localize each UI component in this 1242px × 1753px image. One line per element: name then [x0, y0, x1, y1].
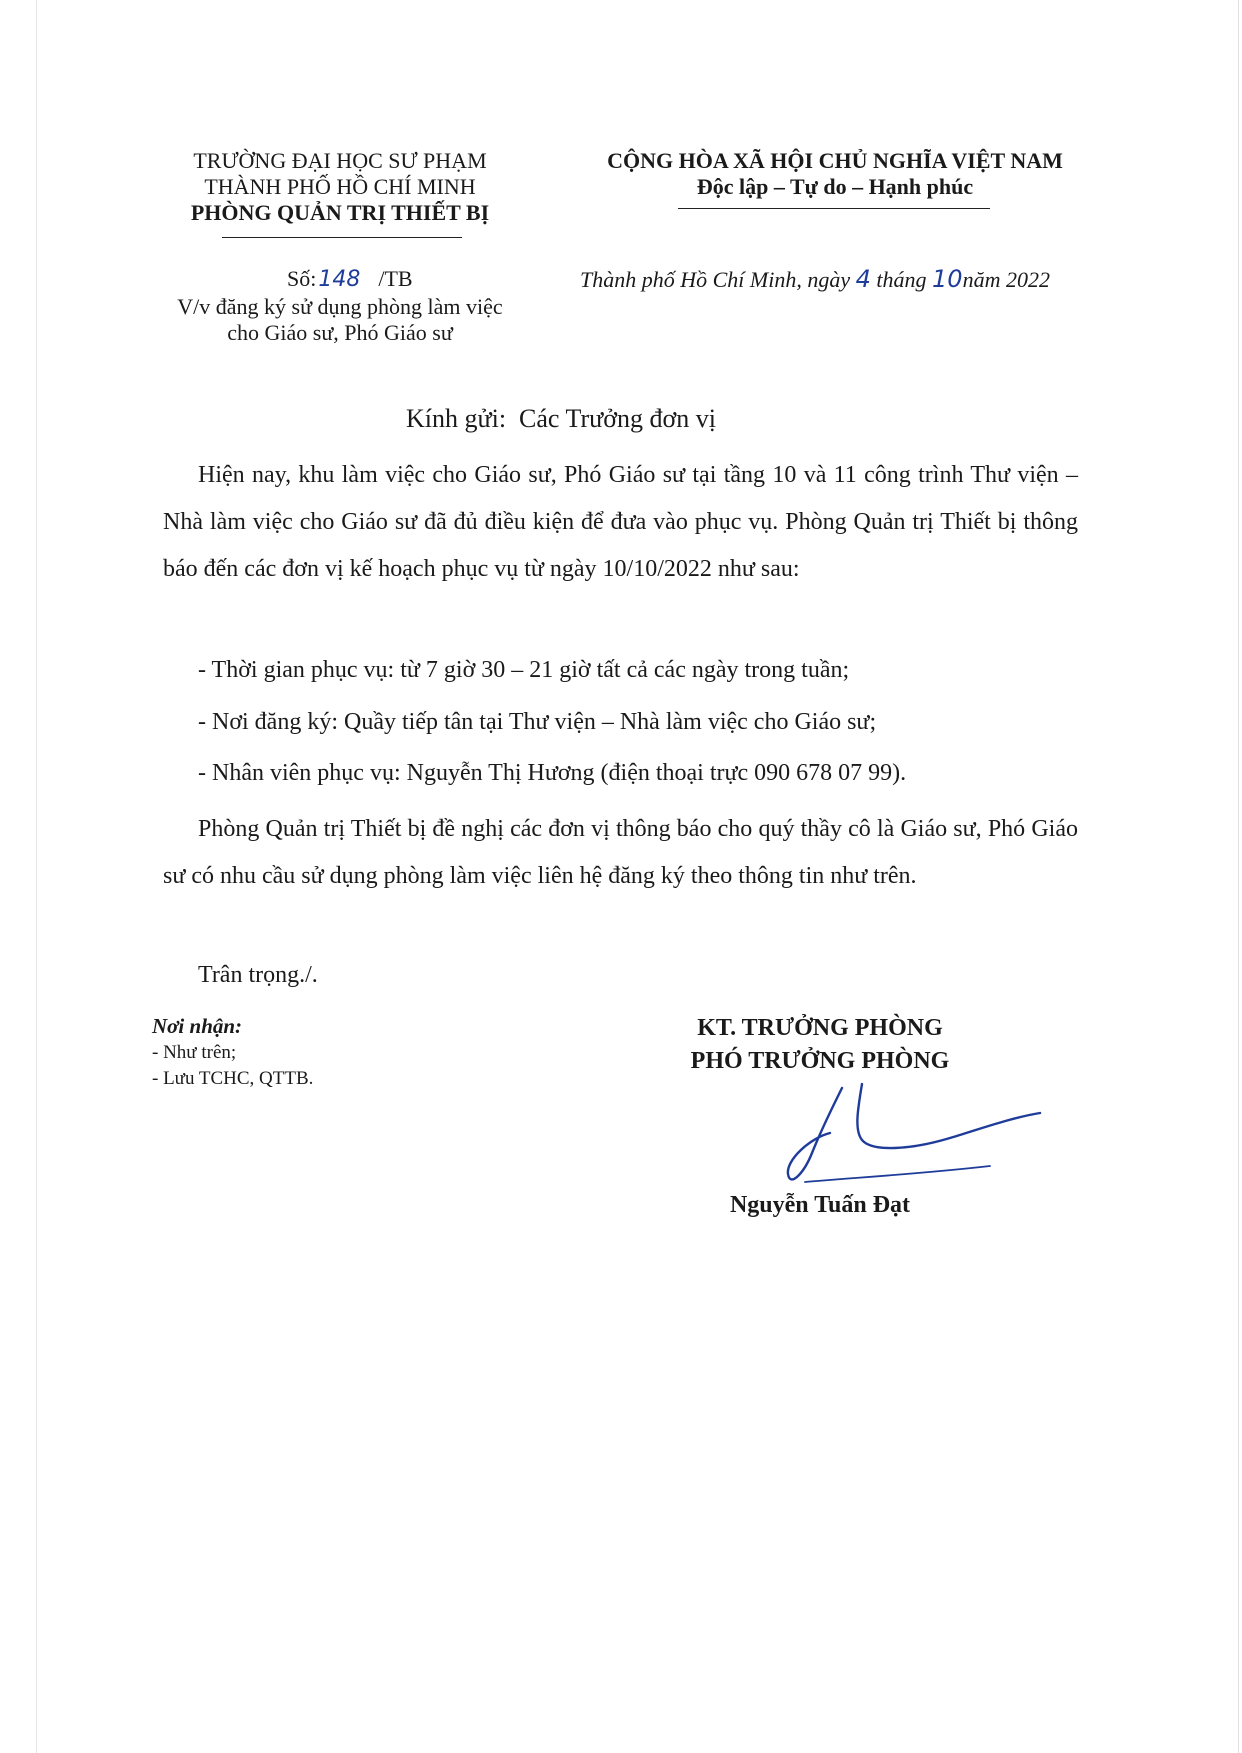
- subject-line2: cho Giáo sư, Phó Giáo sư: [227, 320, 453, 345]
- recipient-label: Kính gửi:: [406, 404, 507, 433]
- signature-title-line2: PHÓ TRƯỞNG PHÒNG: [690, 1048, 950, 1074]
- header-right: [565, 148, 1105, 200]
- doc-number-suffix: /TB: [378, 266, 413, 291]
- subject: [120, 294, 560, 346]
- recipient: [406, 404, 716, 434]
- school-name-line2: THÀNH PHỐ HỒ CHÍ MINH: [204, 174, 476, 199]
- staff-contact-item: - Nhân viên phục vụ: Nguyễn Thị Hương (điện thoại trực 090 678 07 99).: [198, 760, 907, 786]
- recipient-item-1: - Như trên;: [152, 1042, 237, 1063]
- handwritten-signature: [770, 1078, 1050, 1198]
- doc-number-prefix: Số:: [287, 266, 317, 291]
- recipient-value: Các Trưởng đơn vị: [519, 404, 716, 433]
- registration-place-item: - Nơi đăng ký: Quầy tiếp tân tại Thư viện – Nhà làm việc cho Giáo sư;: [198, 709, 877, 735]
- date-part1: Thành phố Hồ Chí Minh, ngày: [580, 267, 851, 292]
- department-name: PHÒNG QUẢN TRỊ THIẾT BỊ: [190, 200, 490, 225]
- date-line: [580, 266, 1050, 293]
- recipient-item-2: - Lưu TCHC, QTTB.: [152, 1068, 314, 1089]
- signature-title-line1: KT. TRƯỞNG PHÒNG: [697, 1015, 943, 1041]
- school-name-line1: TRƯỜNG ĐẠI HỌC SƯ PHẠM: [193, 148, 487, 173]
- header-left: [120, 148, 560, 226]
- date-day: 4: [855, 265, 871, 293]
- header-right-underline: [678, 208, 990, 209]
- signature-title: [640, 1012, 1000, 1078]
- date-part2: tháng: [876, 267, 927, 292]
- doc-number-handwritten: 148: [318, 267, 361, 292]
- nation-motto: Độc lập – Tự do – Hạnh phúc: [696, 174, 974, 199]
- recipients-title: Nơi nhận:: [152, 1014, 243, 1038]
- recipients-list: [152, 1012, 313, 1092]
- body-paragraph-1: Hiện nay, khu làm việc cho Giáo sư, Phó Giáo sư tại tầng 10 và 11 công trình Thư viện – Nhà làm việc cho Giáo sư đã đủ điều kiện để đưa vào phục vụ. Phòng Quản trị Thiết bị thông báo đến các đơn vị kế hoạch phục vụ từ ngày 10/10/2022 như sau:: [163, 462, 1078, 582]
- nation-title: CỘNG HÒA XÃ HỘI CHỦ NGHĨA VIỆT NAM: [607, 148, 1063, 173]
- page-edge-right: [1238, 0, 1239, 1753]
- date-month: 10: [932, 265, 963, 293]
- date-part3: năm 2022: [962, 267, 1050, 292]
- body-paragraph-2: Phòng Quản trị Thiết bị đề nghị các đơn vị thông báo cho quý thầy cô là Giáo sư, Phó Giáo sư có nhu cầu sử dụng phòng làm việc liên hệ đăng ký theo thông tin như trên.: [163, 816, 1078, 889]
- header-left-underline: [222, 237, 462, 238]
- page-edge-left: [36, 0, 37, 1753]
- signer-name: Nguyễn Tuấn Đạt: [729, 1192, 911, 1218]
- doc-number: [287, 266, 413, 293]
- closing: Trân trọng./.: [198, 962, 318, 988]
- service-time-item: - Thời gian phục vụ: từ 7 giờ 30 – 21 giờ tất cả các ngày trong tuần;: [198, 657, 850, 683]
- subject-line1: V/v đăng ký sử dụng phòng làm việc: [177, 294, 503, 319]
